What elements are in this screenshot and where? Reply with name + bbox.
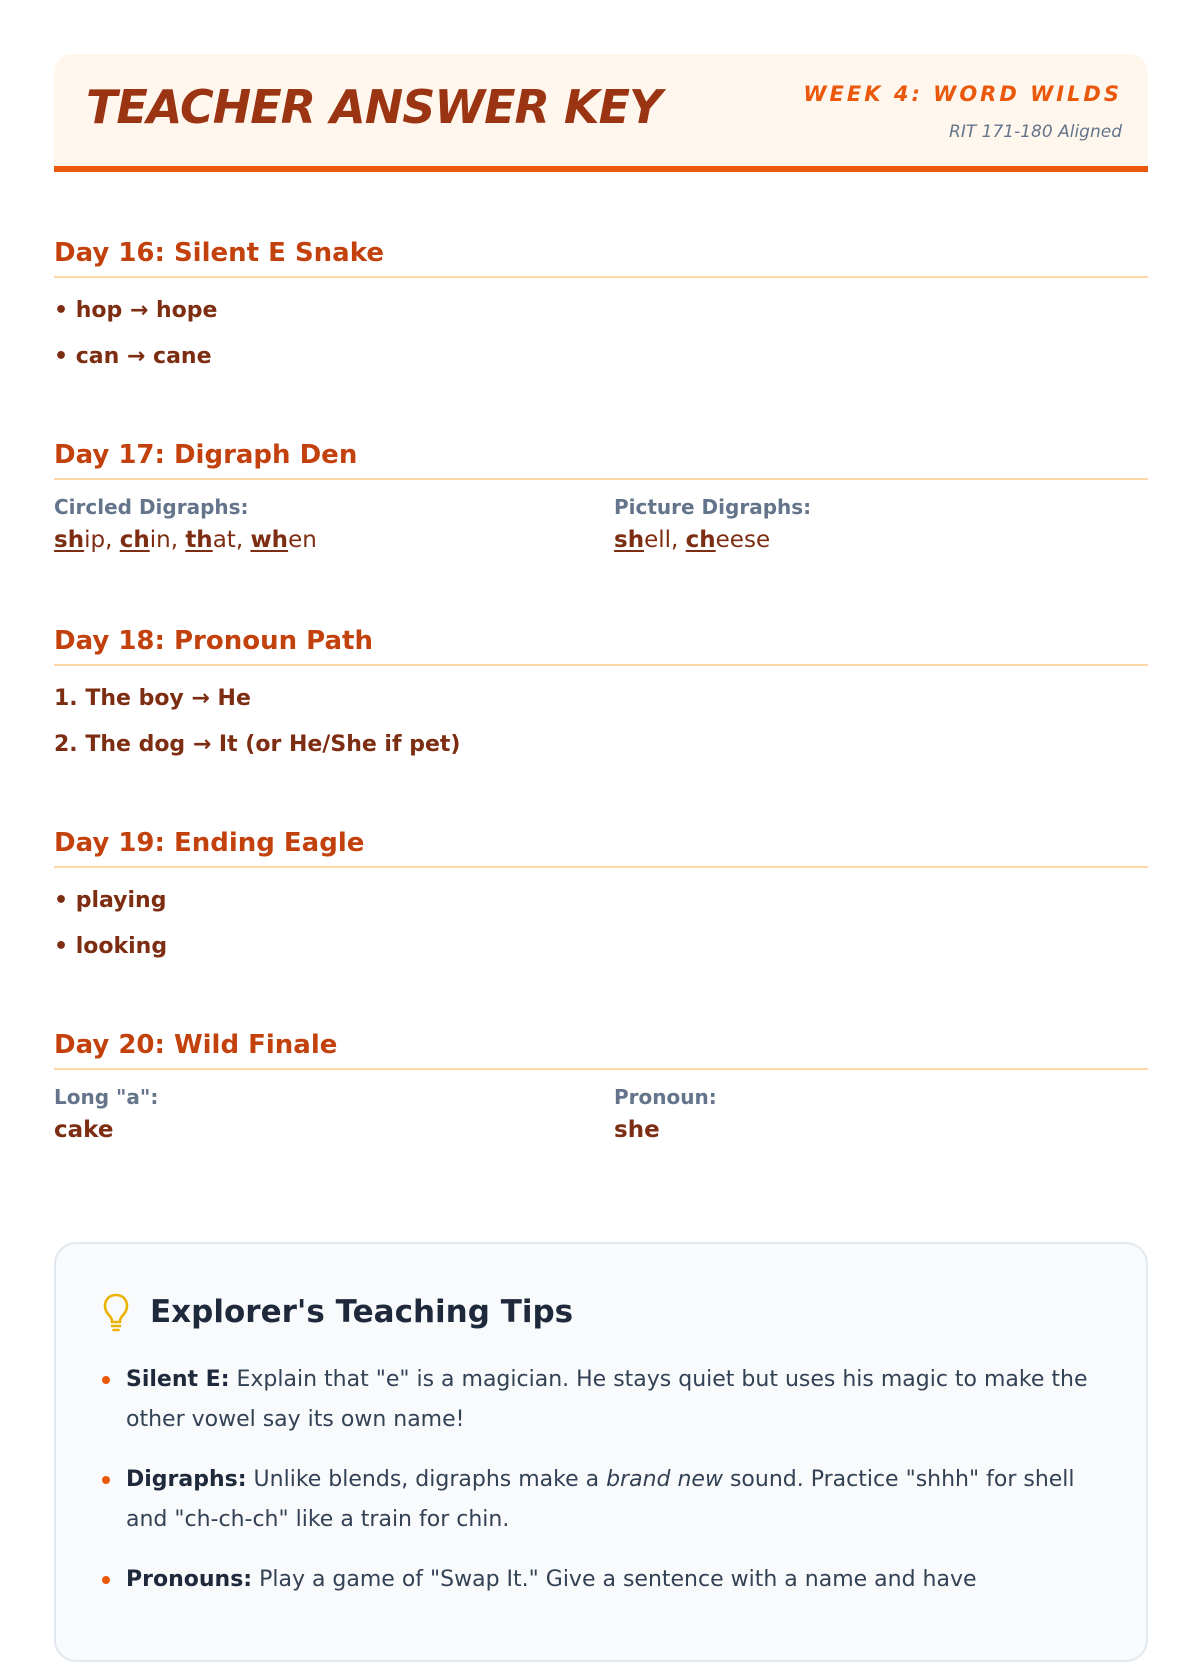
bullet-dot [102, 1476, 110, 1484]
tip-body: Unlike blends, digraphs make a [246, 1467, 607, 1492]
day16-answers [54, 288, 1148, 380]
word-rest: ell [644, 527, 672, 553]
tip-text [126, 1560, 1102, 1600]
tip-item [102, 1560, 1102, 1600]
digraph-mark: th [185, 527, 213, 553]
day19-section [54, 826, 1148, 970]
day17-section [54, 438, 1148, 572]
word-rest: in [149, 527, 171, 553]
long-a-label: Long "a": [54, 1085, 159, 1109]
picture-digraphs-words: shell, cheese [614, 527, 771, 553]
answer-item: • hop → hope [54, 298, 218, 323]
tip-body: Explain that "e" is a magician. He stays quiet but uses his magic to make the other vowel say its own name! [126, 1367, 1088, 1432]
answer-item: 2. The dog → It (or He/She if pet) [54, 732, 461, 757]
tip-body-end: sound. Practice "shhh" for shell and "ch-ch-ch" like a train for chin. [126, 1467, 1075, 1532]
tip-body: Play a game of "Swap It." Give a sentence with a name and have [252, 1567, 977, 1592]
pronoun-column [614, 1082, 717, 1148]
tip-label: Digraphs: [126, 1467, 247, 1492]
day19-answers [54, 878, 1148, 970]
digraph-mark: sh [614, 527, 645, 553]
word-rest: at [212, 527, 236, 553]
day20-section [54, 1028, 1148, 1162]
digraph-mark: ch [685, 527, 716, 553]
bullet-dot [102, 1576, 110, 1584]
word-rest: ip [84, 527, 106, 553]
tip-label: Pronouns: [126, 1567, 253, 1592]
picture-digraphs-label: Picture Digraphs: [614, 495, 812, 519]
answer-item: 1. The boy → He [54, 686, 251, 711]
digraph-mark: wh [250, 527, 289, 553]
day18-title: Day 18: Pronoun Path [54, 624, 1148, 666]
circled-digraphs-words: ship, chin, that, when [54, 527, 317, 553]
day20-title: Day 20: Wild Finale [54, 1028, 1148, 1070]
day20-columns [54, 1082, 1148, 1162]
digraph-mark: ch [119, 527, 150, 553]
circled-digraphs-column [54, 492, 317, 558]
pronoun-answer: she [614, 1117, 660, 1143]
day19-title: Day 19: Ending Eagle [54, 826, 1148, 868]
day17-title: Day 17: Digraph Den [54, 438, 1148, 480]
day18-section [54, 624, 1148, 768]
day16-title: Day 16: Silent E Snake [54, 236, 1148, 278]
answer-item: • looking [54, 934, 168, 959]
week-label: WEEK 4: WORD WILDS [803, 82, 1122, 106]
pronoun-label: Pronoun: [614, 1085, 717, 1109]
answer-item: • can → cane [54, 344, 212, 369]
word-rest: en [288, 527, 317, 553]
tip-emphasis: brand new [606, 1467, 723, 1492]
page-header [54, 54, 1148, 172]
tips-list [102, 1360, 1102, 1620]
lightbulb-icon [102, 1292, 130, 1332]
day17-columns [54, 492, 1148, 572]
long-a-column [54, 1082, 158, 1148]
teaching-tips-box [54, 1242, 1148, 1662]
tip-text [126, 1460, 1102, 1540]
day18-answers [54, 676, 1148, 768]
tip-text [126, 1360, 1102, 1440]
tip-item [102, 1460, 1102, 1540]
word-rest: eese [715, 527, 771, 553]
picture-digraphs-column [614, 492, 811, 558]
tips-title: Explorer's Teaching Tips [150, 1294, 574, 1330]
tip-item [102, 1360, 1102, 1440]
bullet-dot [102, 1376, 110, 1384]
circled-digraphs-label: Circled Digraphs: [54, 495, 249, 519]
digraph-mark: sh [54, 527, 85, 553]
alignment-label: RIT 171-180 Aligned [949, 122, 1122, 142]
tip-label: Silent E: [126, 1367, 230, 1392]
long-a-answer: cake [54, 1117, 114, 1143]
day16-section [54, 236, 1148, 380]
page-title: TEACHER ANSWER KEY [86, 80, 662, 134]
answer-item: • playing [54, 888, 167, 913]
